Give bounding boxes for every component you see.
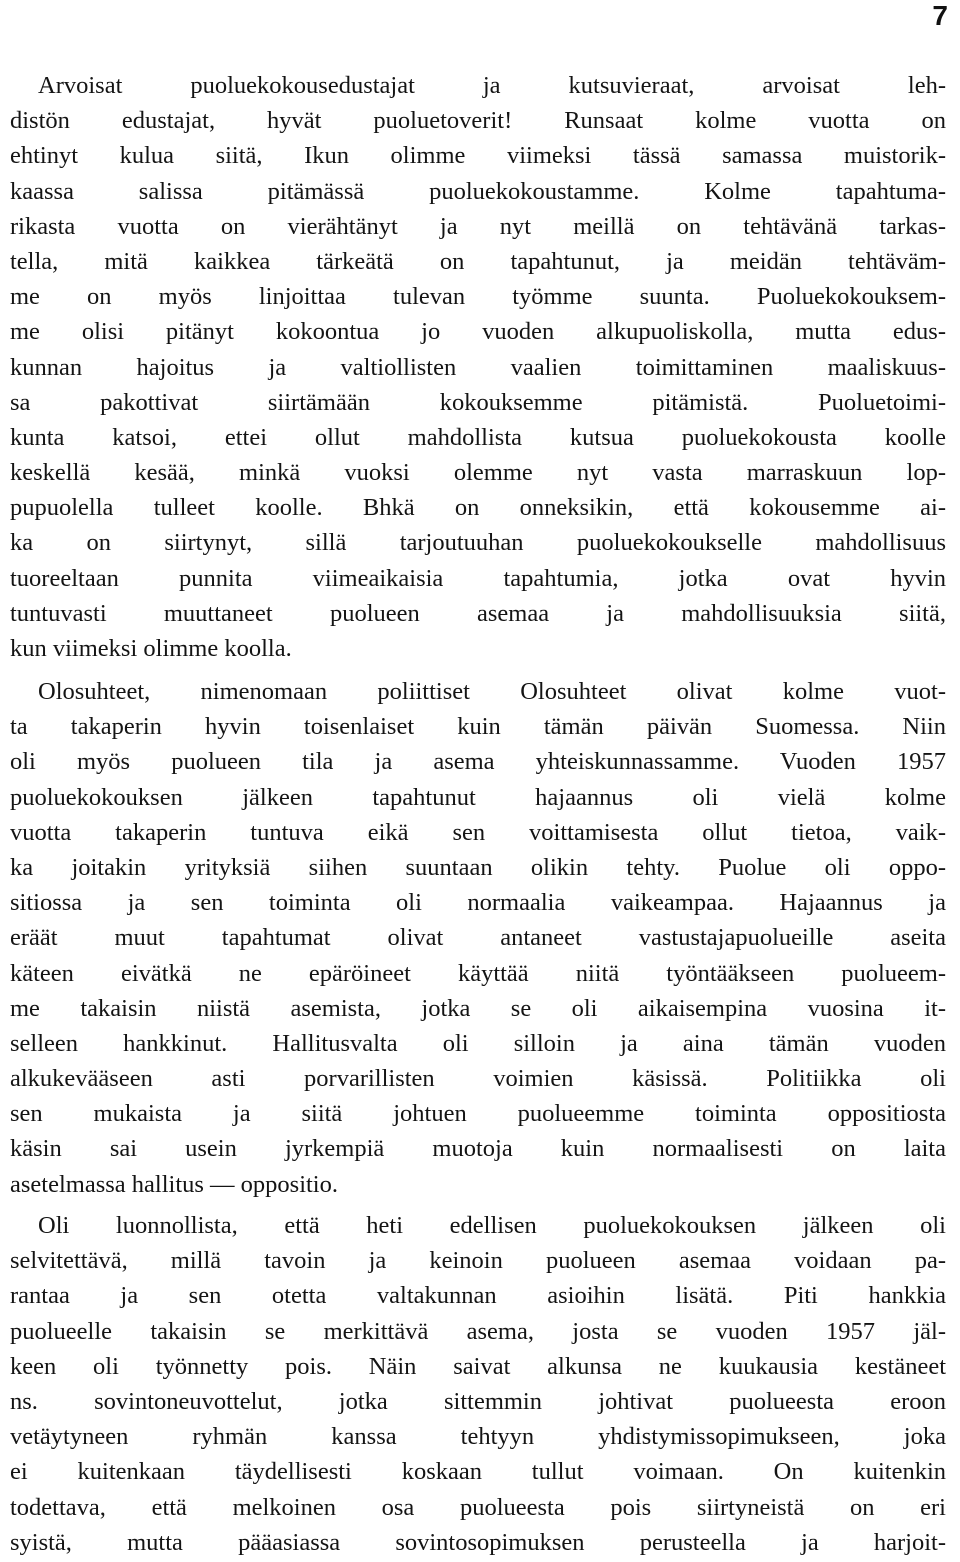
page-number: 7 — [932, 0, 948, 31]
text-line: asetelmassa hallitus — oppositio. — [10, 1170, 338, 1198]
paragraph-1 — [10, 68, 946, 666]
text-line: ka joitakin yrityksiä siihen suuntaan olikin tehty. Puolue oli oppo- — [10, 853, 946, 881]
text-line: ns. sovintoneuvottelut, jotka sittemmin johtivat puolueesta eroon — [10, 1387, 946, 1415]
text-line: ehtinyt kulua siitä, Ikun olimme viimeksi tässä samassa muistorik- — [10, 142, 946, 170]
text-line: kun viimeksi olimme koolla. — [10, 635, 292, 662]
text-line: sitiossa ja sen toiminta oli normaalia vaikeampaa. Hajaannus ja — [10, 889, 946, 917]
text-line: selvitettävä, millä tavoin ja keinoin puolueen asemaa voidaan pa- — [10, 1247, 946, 1275]
text-line: tuoreeltaan punnita viimeaikaisia tapahtumia, jotka ovat hyvin — [10, 564, 946, 592]
text-line: käteen eivätkä ne epäröineet käyttää niitä työntääkseen puolueem- — [10, 959, 946, 987]
text-line: keen oli työnnetty pois. Näin saivat alkunsa ne kuukausia kestäneet — [10, 1352, 946, 1380]
text-line: me on myös linjoittaa tulevan työmme suunta. Puoluekokouksem- — [10, 283, 946, 311]
text-line: syistä, mutta pääasiassa sovintosopimuksen perusteella ja harjoit- — [10, 1528, 946, 1556]
text-line: ka on siirtynyt, sillä tarjoutuuhan puoluekokoukselle mahdollisuus — [10, 529, 946, 557]
text-line: alkukevääseen asti porvarillisten voimien käsissä. Politiikka oli — [10, 1065, 946, 1093]
text-line: käsin sai usein jyrkempiä muotoja kuin normaalisesti on laita — [10, 1135, 946, 1163]
text-line: oli myös puolueen tila ja asema yhteiskunnassamme. Vuoden 1957 — [10, 748, 946, 776]
text-line: ta takaperin hyvin toisenlaiset kuin tämän päivän Suomessa. Niin — [10, 713, 946, 741]
text-line: Oli luonnollista, että heti edellisen puoluekokouksen jälkeen oli — [38, 1212, 946, 1239]
text-line: vuotta takaperin tuntuva eikä sen voittamisesta ollut tietoa, vaik- — [10, 818, 946, 846]
text-line: selleen hankkinut. Hallitusvalta oli silloin ja aina tämän vuoden — [10, 1029, 946, 1057]
text-line: tuntuvasti muuttaneet puolueen asemaa ja mahdollisuuksia siitä, — [10, 599, 946, 627]
text-line: vetäytyneen ryhmän kanssa tehtyyn yhdistymissopimukseen, joka — [10, 1423, 946, 1451]
text-line: me olisi pitänyt kokoontua jo vuoden alkupuoliskolla, mutta edus- — [10, 318, 946, 346]
paragraph-2 — [10, 674, 946, 1202]
text-line: kaassa salissa pitämässä puoluekokoustamme. Kolme tapahtuma- — [10, 177, 946, 205]
text-line: Olosuhteet, nimenomaan poliittiset Olosuhteet olivat kolme vuot- — [38, 678, 946, 705]
text-line: distön edustajat, hyvät puoluetoverit! Runsaat kolme vuotta on — [10, 107, 946, 135]
text-line: rantaa ja sen otetta valtakunnan asioihin lisätä. Piti hankkia — [10, 1282, 946, 1310]
text-line: me takaisin niistä asemista, jotka se oli aikaisempina vuosina it- — [10, 994, 946, 1022]
paragraph-3 — [10, 1208, 946, 1560]
text-line: kunnan hajoitus ja valtiollisten vaalien toimittaminen maaliskuus- — [10, 353, 946, 381]
text-line: puolueelle takaisin se merkittävä asema, josta se vuoden 1957 jäl- — [10, 1317, 946, 1345]
text-line: keskellä kesää, minkä vuoksi olemme nyt vasta marraskuun lop- — [10, 459, 946, 487]
text-line: sen mukaista ja siitä johtuen puolueemme toiminta oppositiosta — [10, 1100, 946, 1128]
text-line: puoluekokouksen jälkeen tapahtunut hajaannus oli vielä kolme — [10, 783, 946, 811]
text-line: pupuolella tulleet koolle. Bhkä on onneksikin, että kokousemme ai- — [10, 494, 946, 522]
text-line: tella, mitä kaikkea tärkeätä on tapahtunut, ja meidän tehtäväm- — [10, 247, 946, 275]
text-line: sa pakottivat siirtämään kokouksemme pitämistä. Puoluetoimi- — [10, 388, 946, 416]
text-line: Arvoisat puoluekokousedustajat ja kutsuvieraat, arvoisat leh- — [38, 72, 946, 99]
text-line: ei kuitenkaan täydellisesti koskaan tullut voimaan. On kuitenkin — [10, 1458, 946, 1486]
text-line: todettava, että melkoinen osa puolueesta pois siirtyneistä on eri — [10, 1493, 946, 1521]
text-line: eräät muut tapahtumat olivat antaneet vastustajapuolueille aseita — [10, 924, 946, 952]
text-line: rikasta vuotta on vierähtänyt ja nyt meillä on tehtävänä tarkas- — [10, 212, 946, 240]
text-line: kunta katsoi, ettei ollut mahdollista kutsua puoluekokousta koolle — [10, 423, 946, 451]
